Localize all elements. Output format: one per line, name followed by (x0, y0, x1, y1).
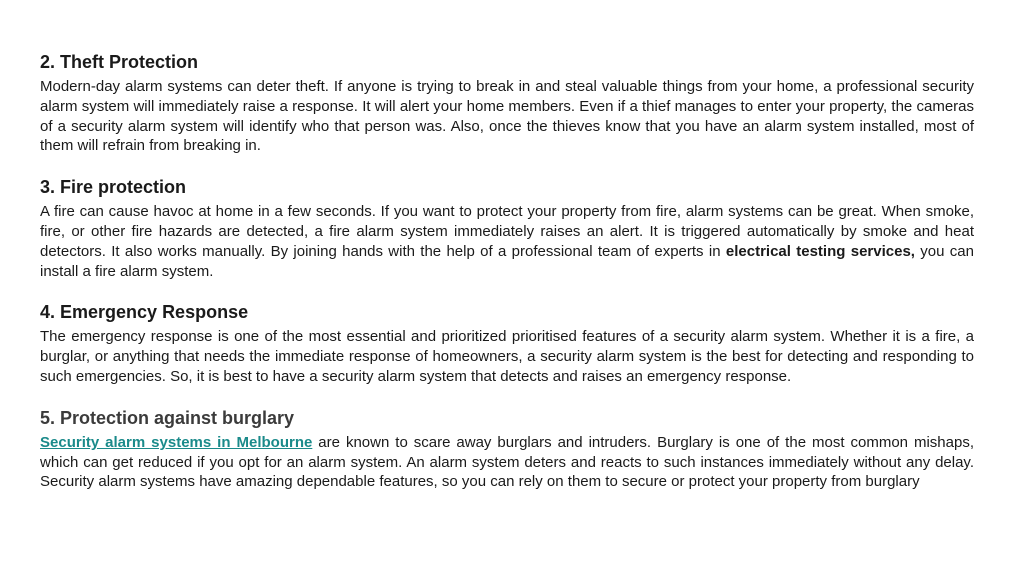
paragraph-fire-protection (40, 202, 974, 281)
section-emergency-response (40, 300, 974, 386)
paragraph-burglary-protection (40, 433, 974, 492)
heading-burglary-protection: 5. Protection against burglary (40, 407, 295, 428)
heading-emergency-response: 4. Emergency Response (40, 302, 249, 323)
section-theft-protection (40, 50, 974, 156)
section-burglary-protection (40, 406, 974, 492)
paragraph-fire-text-start: A fire can cause havoc at home in a few seconds. If you want to protect your property from fire, alarm systems can be great. When smoke, fire, or other fire hazards are detected, a fire alarm system immediately raises an alert. It is triggered automatically by smoke and heat detectors. It also works manually. By joining hands with the help of a professional team of experts in (40, 203, 974, 260)
paragraph-theft-protection: Modern-day alarm systems can deter theft. If anyone is trying to break in and steal valuable things from your home, a professional security alarm system will immediately raise a response. It will alert your home members. Even if a thief manages to enter your property, the cameras of a security alarm system will identify who that person was. Also, once the thieves know that you have an alarm system installed, most of them will refrain from breaking in. (40, 78, 974, 155)
heading-theft-protection: 2. Theft Protection (40, 52, 199, 72)
heading-fire-protection: 3. Fire protection (40, 177, 187, 198)
paragraph-fire-text-end: you can install a fire alarm system. (40, 242, 974, 280)
paragraph-emergency-response: The emergency response is one of the most essential and prioritized prioritised features of a security alarm system. Whether it is a fire, a burglar, or anything that needs the immediate response of homeowners, a security alarm system is the best for detecting and responding to such emergencies. So, it is best to have a security alarm system that detects and raises an emergency response. (40, 328, 974, 385)
link-security-alarm-systems-melbourne[interactable]: Security alarm systems in Melbourne (40, 433, 313, 451)
section-fire-protection (40, 175, 974, 281)
paragraph-burglary-text: are known to scare away burglars and intruders. Burglary is one of the most common mishaps, which can get reduced if you opt for an alarm system. An alarm system deters and reacts to such instances immediately without any delay. Security alarm systems have amazing dependable features, so you can rely on them to secure or protect your property from burglary (40, 433, 974, 491)
bold-electrical-testing-services: electrical testing services, (725, 242, 915, 260)
